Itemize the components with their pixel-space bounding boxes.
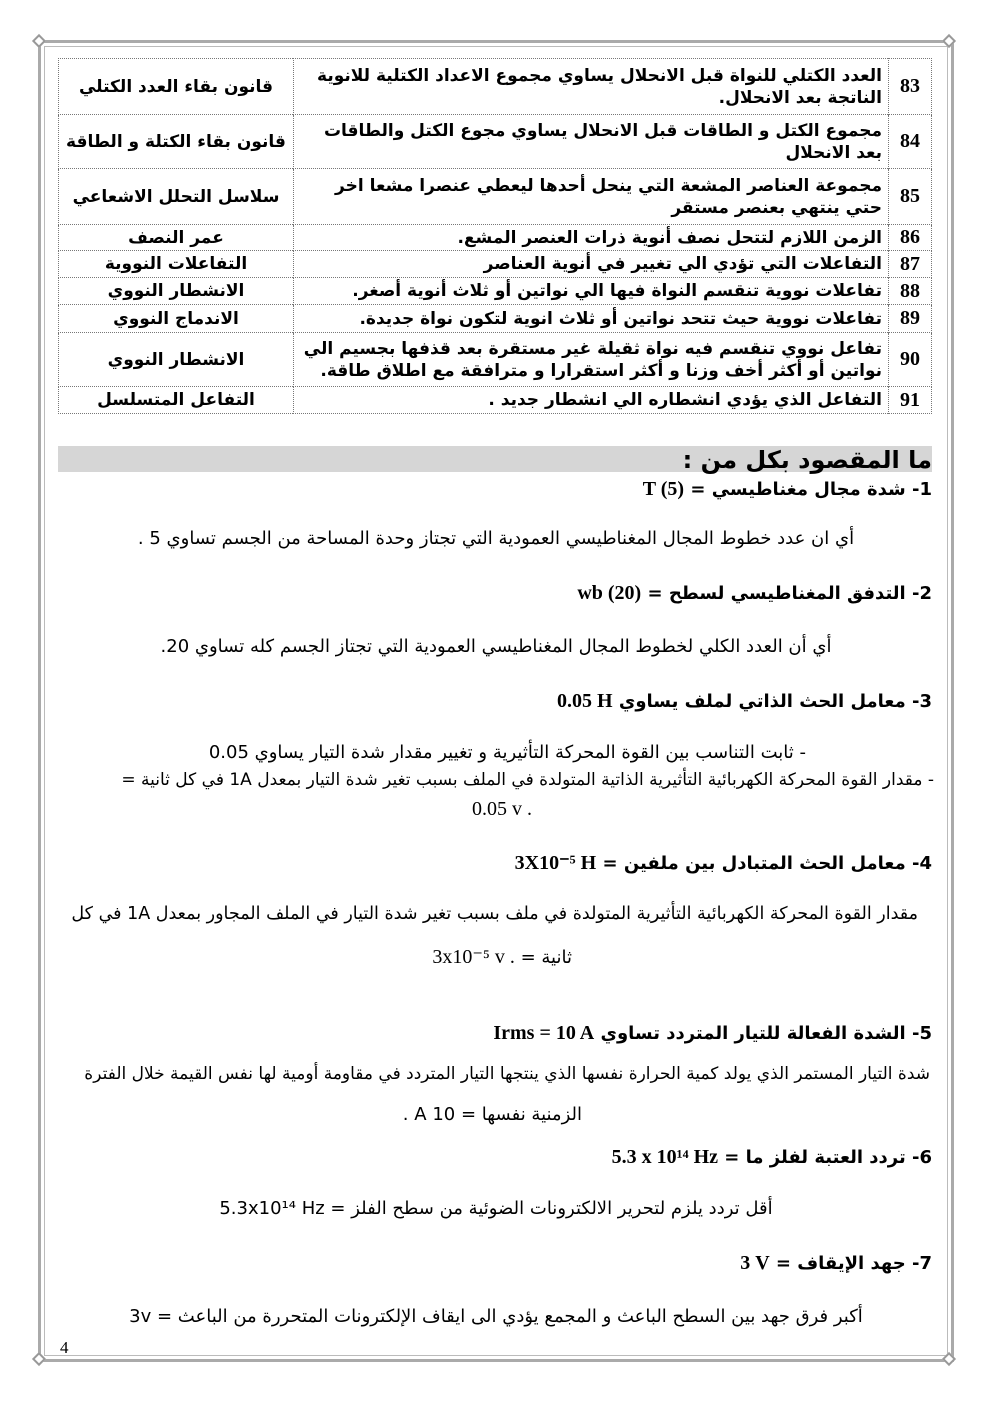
answer-4-line-1: مقدار القوة المحركة الكهربائية التأثيرية المتولدة في ملف بسبب تغير شدة التيار في الملف المجاور بمعدل 1A في كل [71,904,918,924]
table-row [59,59,932,115]
table-row [59,251,932,278]
row-number: 88 [889,278,932,305]
answer-2: أي أن العدد الكلي لخطوط المجال المغناطيسي العمودية التي تجتاز الجسم كله تساوي 20. [160,636,832,657]
row-number: 84 [889,115,932,169]
question-3 [557,690,932,713]
question-label: 3- معامل الحث الذاتي لملف يساوي [612,691,932,712]
answer-3-line-1: - ثابت التناسب بين القوة المحركة التأثيرية و تغيير مقدار شدة التيار يساوي 0.05 [208,742,806,763]
table-row [59,387,932,414]
row-number: 91 [889,387,932,414]
row-definition: تفاعل نووي تنقسم فيه نواة ثقيلة غير مستقرة بعد قذفها بجسيم الي نواتين أو أكثر أخف وزنا و أكثر استقرارا و مترافقة مع اطلاق طاقة. [294,333,889,387]
question-6 [612,1146,932,1169]
question-label: 5- الشدة الفعالة للتيار المتردد تساوي [594,1023,932,1044]
answer-value: 0.05 v . [472,798,532,820]
question-label: 6- تردد العتبة لفلز ما = [718,1147,932,1168]
question-value: T (5) [642,478,685,500]
row-definition: تفاعلات نووية حيث تتحد نواتين أو ثلاث انوية لتكون نواة جديدة. [294,305,889,333]
row-definition: التفاعلات التي تؤدي الي تغيير في أنوية العناصر [294,251,889,278]
answer-5-line-2: الزمنية نفسها = 10 A . [402,1104,582,1125]
answer-value: 3x10⁻⁵ v . [432,946,515,968]
table-row [59,115,932,169]
question-7 [740,1252,932,1275]
table-row [59,305,932,333]
definitions-table [58,58,932,414]
row-definition: مجموع الكتل و الطاقات قبل الانحلال يساوي مجوع الكتل والطاقات بعد الانحلال [294,115,889,169]
question-label: 4- معامل الحث المتبادل بين ملفين = [596,853,932,874]
row-definition: الزمن اللازم لتتحل نصف أنوية ذرات العنصر المشع. [294,225,889,251]
question-label: 1- شدة مجال مغناطيسي = [684,479,932,500]
answer-7: أكبر فرق جهد بين السطح الباعث و المجمع يؤدي الى ايقاف الإلكترونات المتحررة من الباعث = 3v [129,1306,863,1327]
question-5 [493,1022,932,1045]
row-definition: مجموعة العناصر المشعة التي ينحل أحدها ليعطي عنصرا مشعا اخر حتي ينتهي بعنصر مستقر [294,169,889,225]
row-definition: تفاعلات نووية تنقسم النواة فيها الي نواتين أو ثلاث أنوية أصغر. [294,278,889,305]
row-number: 89 [889,305,932,333]
answer-3-line-3 [472,798,532,821]
answer-6: أقل تردد يلزم لتحرير الالكترونات الضوئية من سطح الفلز = 5.3x10¹⁴ Hz [219,1198,773,1219]
answer-5-line-1: شدة التيار المستمر الذي يولد كمية الحرارة نفسها الذي ينتجها التيار المتردد في مقاومة أومية لها نفس القيمة خلال الفترة [84,1064,930,1084]
question-value: Irms = 10 A [493,1022,595,1044]
row-term: قانون بقاء العدد الكتلي [59,59,294,115]
question-value: 3X10⁻⁵ H [514,852,597,874]
row-definition: التفاعل الذي يؤدي انشطاره الي انشطار جديد . [294,387,889,414]
row-term: التفاعل المتسلسل [59,387,294,414]
row-term: الانشطار النووي [59,278,294,305]
question-2 [577,582,932,605]
row-number: 83 [889,59,932,115]
table-row [59,169,932,225]
row-definition: العدد الكتلي للنواة قبل الانحلال يساوي مجموع الاعداد الكتلية للانوية الناتجة بعد الانحلال. [294,59,889,115]
question-1 [643,478,932,501]
table-row [59,333,932,387]
row-number: 85 [889,169,932,225]
question-value: 3 V [740,1252,770,1274]
answer-label: ثانية = [514,947,572,968]
question-value: 0.05 H [557,690,613,712]
answer-3-line-2: - مقدار القوة المحركة الكهربائية التأثيرية الذاتية المتولدة في الملف بسبب تغير شدة التيار بمعدل 1A في كل ثانية = [121,770,934,790]
question-value: 5.3 x 10¹⁴ Hz [611,1146,719,1168]
table-row [59,278,932,305]
row-term: الانشطار النووي [59,333,294,387]
row-number: 87 [889,251,932,278]
row-term: التفاعلات النووية [59,251,294,278]
row-term: عمر النصف [59,225,294,251]
question-label: 7- جهد الإيقاف = [769,1253,932,1274]
row-number: 90 [889,333,932,387]
answer-4-line-2 [432,944,572,969]
question-label: 2- التدفق المغناطيسي لسطح = [641,583,932,604]
page-number: 4 [60,1338,69,1357]
row-number: 86 [889,225,932,251]
question-value: wb (20) [577,582,642,604]
section-title: ما المقصود بكل من : [58,446,932,472]
question-4 [515,850,932,875]
row-term: سلاسل التحلل الاشعاعي [59,169,294,225]
answer-1: أي ان عدد خطوط المجال المغناطيسي العمودية التي تجتاز وحدة المساحة من الجسم تساوي 5 . [137,528,855,549]
row-term: الاندماج النووي [59,305,294,333]
row-term: قانون بقاء الكتلة و الطاقة [59,115,294,169]
table-row [59,225,932,251]
